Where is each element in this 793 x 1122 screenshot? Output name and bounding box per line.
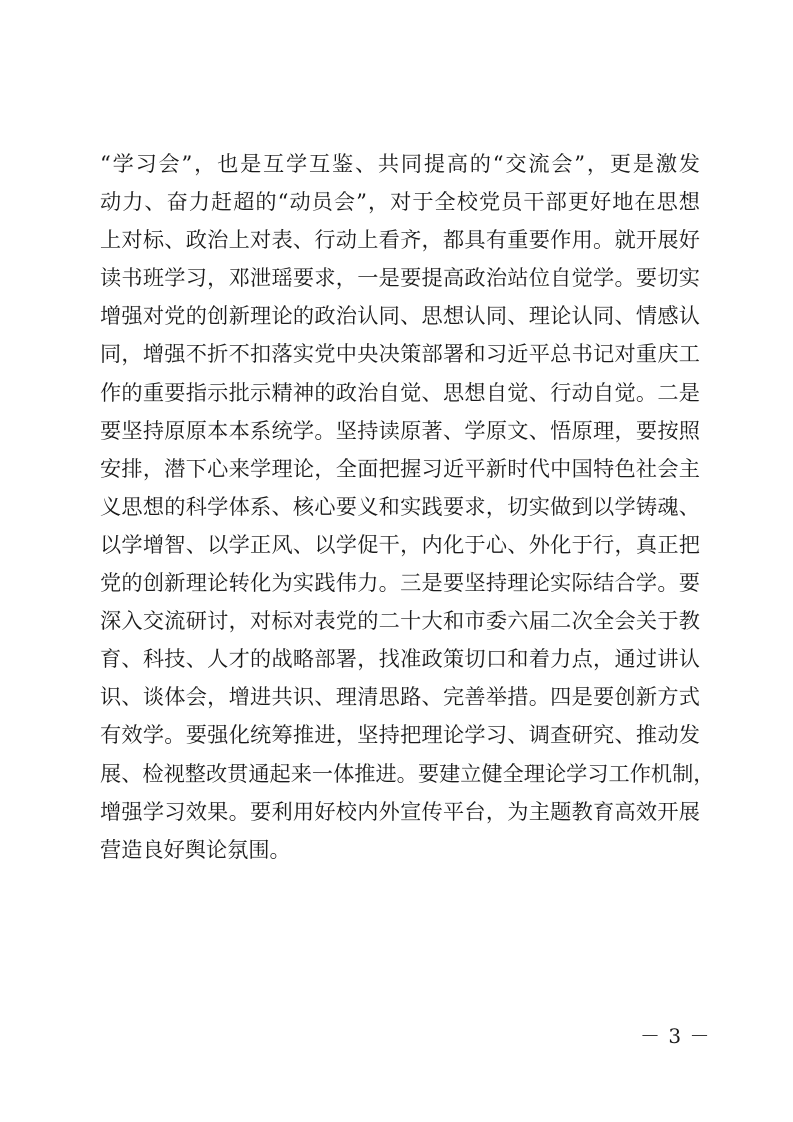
- text-line-17: 展、检视整改贯通起来一体推进。要建立健全理论学习工作机制，: [100, 760, 715, 786]
- text-line-13: 深入交流研讨，对标对表党的二十大和市委六届二次全会关于教: [100, 608, 700, 634]
- text-line-14: 育、科技、人才的战略部署，找准政策切口和着力点，通过讲认: [100, 646, 700, 672]
- text-line-18: 增强学习效果。要利用好校内外宣传平台，为主题教育高效开展: [100, 798, 700, 824]
- text-line-15: 识、谈体会，增进共识、理清思路、完善举措。四是要创新方式: [100, 684, 700, 710]
- text-line-2: 动力、奋力赶超的“动员会”，对于全校党员干部更好地在思想: [100, 189, 700, 215]
- text-line-19: 营造良好舆论氛围。: [100, 836, 291, 862]
- text-line-7: 作的重要指示批示精神的政治自觉、思想自觉、行动自觉。二是: [100, 379, 700, 405]
- text-line-16: 有效学。要强化统筹推进，坚持把理论学习、调查研究、推动发: [100, 722, 700, 748]
- text-line-5: 增强对党的创新理论的政治认同、思想认同、理论认同、情感认: [100, 303, 700, 329]
- text-line-4: 读书班学习，邓泄瑶要求，一是要提高政治站位自觉学。要切实: [100, 265, 700, 291]
- page-number: － 3 －: [640, 1024, 711, 1048]
- text-line-6: 同，增强不折不扣落实党中央决策部署和习近平总书记对重庆工: [100, 341, 700, 367]
- text-line-3: 上对标、政治上对表、行动上看齐，都具有重要作用。就开展好: [100, 227, 700, 253]
- text-line-11: 以学增智、以学正风、以学促干，内化于心、外化于行，真正把: [100, 531, 700, 557]
- body-paragraph: [100, 145, 715, 869]
- text-line-10: 义思想的科学体系、核心要义和实践要求，切实做到以学铸魂、: [100, 493, 700, 519]
- text-line-9: 安排，潜下心来学理论，全面把握习近平新时代中国特色社会主: [100, 455, 700, 481]
- text-line-1: “学习会”，也是互学互鉴、共同提高的“交流会”，更是激发: [100, 151, 700, 176]
- text-line-12: 党的创新理论转化为实践伟力。三是要坚持理论实际结合学。要: [100, 570, 700, 596]
- text-line-8: 要坚持原原本本系统学。坚持读原著、学原文、悟原理，要按照: [100, 417, 700, 443]
